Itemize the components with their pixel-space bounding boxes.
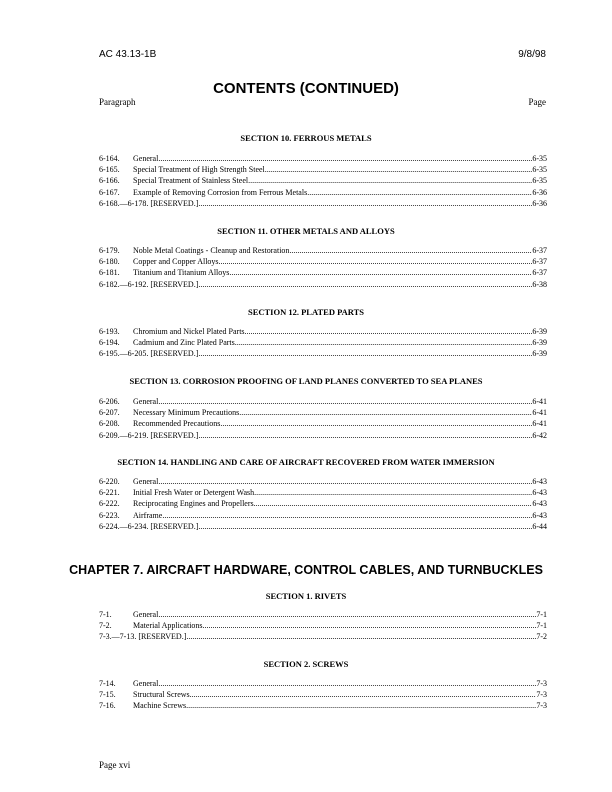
- dot-leader: [198, 349, 532, 360]
- entry-page: 6-41: [532, 419, 547, 429]
- entry-title: Cadmium and Zinc Plated Parts: [133, 338, 235, 348]
- entry-number: 6-209.—6-219. [RESERVED.]: [99, 430, 199, 440]
- toc-entry[interactable]: [99, 257, 547, 268]
- page-number: Page xvi: [99, 760, 131, 770]
- entry-page: 7-1: [536, 621, 547, 631]
- entry-page: 7-2: [536, 632, 547, 642]
- dot-leader: [245, 327, 533, 338]
- dot-leader: [239, 408, 532, 419]
- entry-page: 7-3: [536, 701, 547, 711]
- dot-leader: [198, 280, 532, 291]
- dot-leader: [289, 246, 532, 257]
- entry-number: 7-2.: [99, 621, 112, 631]
- toc-entry[interactable]: [99, 408, 547, 419]
- toc-list: [99, 327, 547, 361]
- entry-page: 6-35: [532, 165, 547, 175]
- toc-entry[interactable]: [99, 176, 547, 187]
- dot-leader: [158, 397, 532, 408]
- entry-number: 6-167.: [99, 187, 120, 197]
- toc-entry[interactable]: [99, 431, 547, 442]
- toc-entry[interactable]: [99, 419, 547, 430]
- section-heading: SECTION 14. HANDLING AND CARE OF AIRCRAFT RECOVERED FROM WATER IMMERSION: [117, 457, 495, 467]
- entry-title: Airframe: [133, 510, 163, 520]
- entry-page: 7-3: [536, 690, 547, 700]
- section-heading: SECTION 10. FERROUS METALS: [240, 133, 372, 143]
- dot-leader: [158, 154, 532, 165]
- entry-title: General: [133, 610, 159, 619]
- entry-page: 6-39: [532, 327, 547, 336]
- entry-title: Necessary Minimum Precautions: [133, 408, 240, 418]
- entry-title: Special Treatment of High Strength Steel: [133, 165, 265, 175]
- entry-number: 6-224.—6-234. [RESERVED.]: [99, 521, 199, 531]
- toc-entry[interactable]: [99, 188, 547, 199]
- entry-title: Titanium and Titanium Alloys: [133, 268, 230, 278]
- entry-page: 6-37: [532, 257, 547, 267]
- document-id: AC 43.13-1B: [99, 49, 157, 60]
- entry-number: 6-223.: [99, 510, 120, 520]
- entry-page: 6-43: [532, 477, 547, 486]
- dot-leader: [198, 522, 532, 533]
- dot-leader: [307, 188, 532, 199]
- entry-number: 6-208.: [99, 419, 120, 429]
- toc-entry[interactable]: [99, 397, 547, 408]
- entry-title: Structural Screws: [133, 690, 190, 700]
- page-column-label: Page: [528, 97, 546, 107]
- toc-entry[interactable]: [99, 621, 547, 632]
- dot-leader: [198, 199, 532, 210]
- entry-page: 6-43: [532, 510, 547, 520]
- entry-page: 6-43: [532, 488, 547, 498]
- dot-leader: [235, 338, 533, 349]
- entry-number: 6-168.—6-178. [RESERVED.]: [99, 198, 199, 208]
- entry-number: 6-181.: [99, 268, 120, 278]
- entry-number: 6-164.: [99, 154, 120, 163]
- dot-leader: [254, 499, 533, 510]
- entry-number: 6-222.: [99, 499, 120, 509]
- entry-title: General: [133, 477, 159, 486]
- entry-title: Recommended Precautions: [133, 419, 221, 429]
- entry-title: General: [133, 397, 159, 406]
- dot-leader: [186, 701, 536, 712]
- section-heading: SECTION 2. SCREWS: [263, 659, 349, 669]
- toc-list: [99, 154, 547, 210]
- entry-number: 6-166.: [99, 176, 120, 186]
- paragraph-column-label: Paragraph: [99, 97, 136, 107]
- entry-page: 6-35: [532, 176, 547, 186]
- toc-entry[interactable]: [99, 701, 547, 712]
- dot-leader: [158, 679, 536, 690]
- dot-leader: [219, 257, 533, 268]
- section-heading: SECTION 13. CORROSION PROOFING OF LAND PLANES CONVERTED TO SEA PLANES: [129, 376, 483, 386]
- toc-entry[interactable]: [99, 246, 547, 257]
- entry-title: Initial Fresh Water or Detergent Wash: [133, 488, 255, 498]
- entry-number: 6-193.: [99, 327, 120, 336]
- toc-list: [99, 610, 547, 644]
- entry-title: General: [133, 154, 159, 163]
- toc-list: [99, 477, 547, 533]
- entry-number: 7-16.: [99, 701, 116, 711]
- dot-leader: [186, 632, 536, 643]
- entry-page: 6-38: [532, 279, 547, 289]
- document-date: 9/8/98: [518, 49, 546, 60]
- entry-title: Machine Screws: [133, 701, 187, 711]
- entry-number: 6-206.: [99, 397, 120, 406]
- toc-entry[interactable]: [99, 690, 547, 701]
- entry-page: 6-44: [532, 521, 547, 531]
- entry-number: 6-179.: [99, 246, 120, 255]
- entry-number: 6-207.: [99, 408, 120, 418]
- entry-title: Reciprocating Engines and Propellers: [133, 499, 254, 509]
- entry-number: 6-195.—6-205. [RESERVED.]: [99, 349, 199, 359]
- page-title: CONTENTS (CONTINUED): [213, 80, 399, 97]
- toc-entry[interactable]: [99, 477, 547, 488]
- entry-page: 6-35: [532, 154, 547, 163]
- toc-entry[interactable]: [99, 522, 547, 533]
- entry-title: Noble Metal Coatings - Cleanup and Restoration: [133, 246, 290, 255]
- chapter-heading: CHAPTER 7. AIRCRAFT HARDWARE, CONTROL CABLES, AND TURNBUCKLES: [69, 563, 543, 577]
- toc-list: [99, 397, 547, 442]
- entry-number: 7-15.: [99, 690, 116, 700]
- entry-title: Special Treatment of Stainless Steel: [133, 176, 249, 186]
- entry-title: Example of Removing Corrosion from Ferrous Metals: [133, 187, 308, 197]
- toc-entry[interactable]: [99, 154, 547, 165]
- entry-number: 7-3.—7-13. [RESERVED.]: [99, 632, 187, 642]
- entry-title: General: [133, 679, 159, 688]
- toc-entry[interactable]: [99, 632, 547, 643]
- toc-entry[interactable]: [99, 327, 547, 338]
- toc-entry[interactable]: [99, 199, 547, 210]
- entry-page: 6-41: [532, 408, 547, 418]
- toc-entry[interactable]: [99, 338, 547, 349]
- dot-leader: [254, 488, 532, 499]
- entry-number: 6-221.: [99, 488, 120, 498]
- entry-page: 6-43: [532, 499, 547, 509]
- entry-page: 6-39: [532, 338, 547, 348]
- entry-number: 6-220.: [99, 477, 120, 486]
- toc-entry[interactable]: [99, 165, 547, 176]
- entry-number: 6-194.: [99, 338, 120, 348]
- toc-list: [99, 246, 547, 291]
- toc-entry[interactable]: [99, 610, 547, 621]
- entry-number: 6-182.—6-192. [RESERVED.]: [99, 279, 199, 289]
- entry-page: 6-42: [532, 430, 547, 440]
- entry-page: 6-39: [532, 349, 547, 359]
- dot-leader: [162, 511, 532, 522]
- entry-title: Chromium and Nickel Plated Parts: [133, 327, 245, 336]
- toc-entry[interactable]: [99, 679, 547, 690]
- toc-entry[interactable]: [99, 488, 547, 499]
- entry-page: 6-37: [532, 246, 547, 255]
- entry-page: 6-36: [532, 198, 547, 208]
- toc-entry[interactable]: [99, 268, 547, 279]
- entry-page: 6-41: [532, 397, 547, 406]
- entry-page: 7-1: [536, 610, 547, 619]
- toc-entry[interactable]: [99, 280, 547, 291]
- dot-leader: [248, 176, 532, 187]
- section-heading: SECTION 12. PLATED PARTS: [247, 307, 365, 317]
- dot-leader: [265, 165, 533, 176]
- entry-number: 6-180.: [99, 257, 120, 267]
- entry-page: 6-37: [532, 268, 547, 278]
- toc-list: [99, 679, 547, 713]
- entry-title: Copper and Copper Alloys: [133, 257, 219, 267]
- dot-leader: [198, 431, 532, 442]
- entry-page: 7-3: [536, 679, 547, 688]
- entry-title: Material Applications: [133, 621, 203, 631]
- entry-number: 7-14.: [99, 679, 116, 688]
- toc-entry[interactable]: [99, 511, 547, 522]
- section-heading: SECTION 11. OTHER METALS AND ALLOYS: [217, 226, 395, 236]
- dot-leader: [203, 621, 537, 632]
- entry-number: 7-1.: [99, 610, 112, 619]
- dot-leader: [158, 477, 532, 488]
- entry-page: 6-36: [532, 187, 547, 197]
- section-heading: SECTION 1. RIVETS: [265, 591, 347, 601]
- toc-entry[interactable]: [99, 499, 547, 510]
- dot-leader: [158, 610, 536, 621]
- toc-entry[interactable]: [99, 349, 547, 360]
- dot-leader: [190, 690, 537, 701]
- entry-number: 6-165.: [99, 165, 120, 175]
- dot-leader: [220, 419, 532, 430]
- dot-leader: [229, 268, 532, 279]
